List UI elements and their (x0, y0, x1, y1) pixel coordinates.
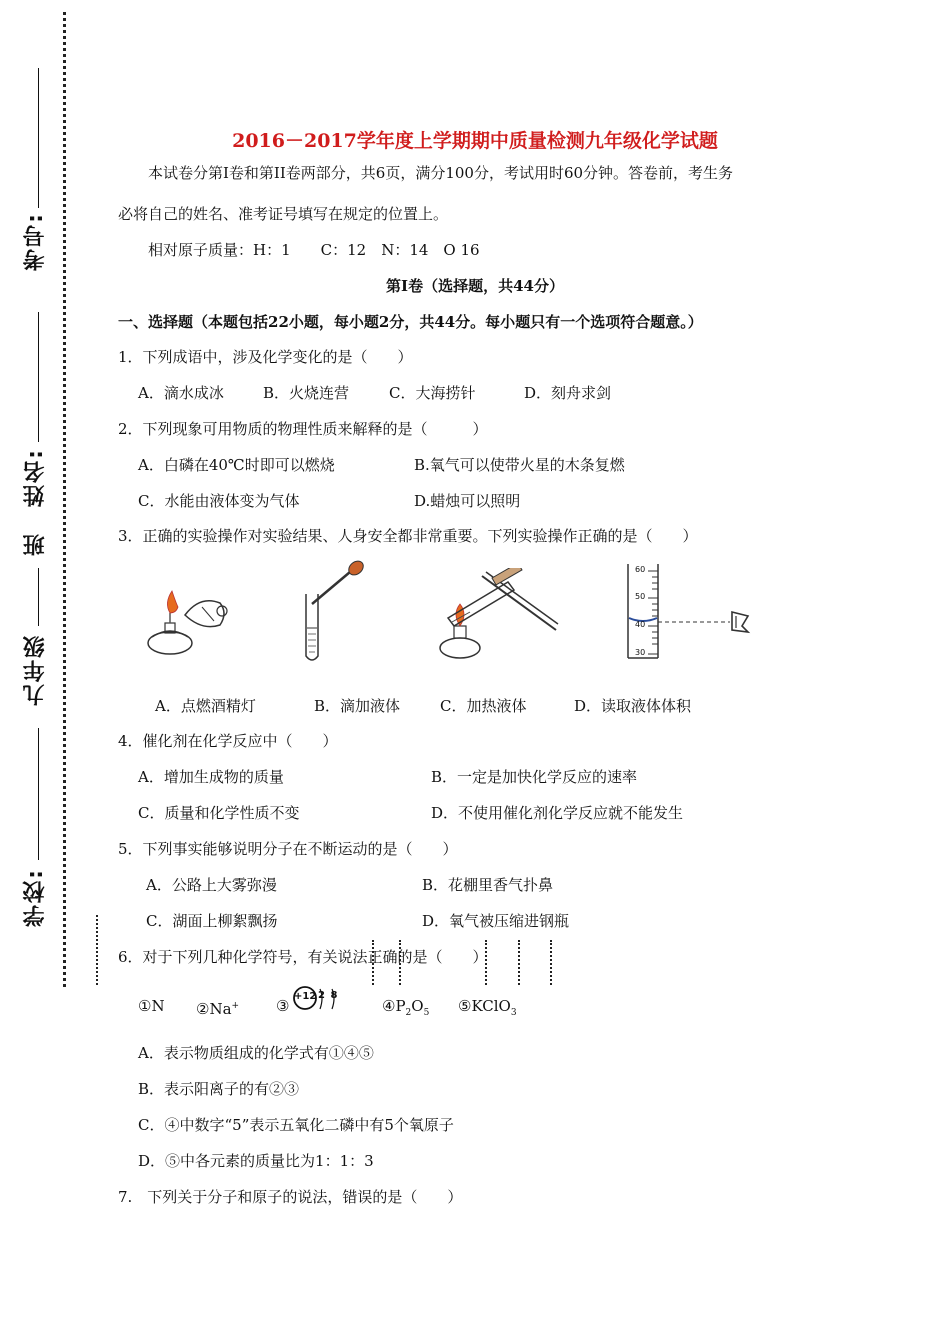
q6-symbol-1: ①N (138, 997, 165, 1015)
q3-option-c[interactable]: C．加热液体 (440, 697, 527, 715)
q6-symbol-4-sub2: 5 (423, 1008, 430, 1018)
binding-dotted-fragment (518, 940, 520, 985)
q5-option-c[interactable]: C．湖面上柳絮飘扬 (146, 912, 278, 930)
school-label: 学校: (23, 868, 48, 927)
q6-symbol-4-o: O (411, 997, 424, 1015)
q2-option-c[interactable]: C．水能由液体变为气体 (138, 492, 300, 510)
q1-stem: 1．下列成语中，涉及化学变化的是（ ） (118, 348, 413, 366)
q6-option-c[interactable]: C．④中数字“5”表示五氧化二磷中有5个氧原子 (138, 1116, 454, 1134)
q3-stem: 3．正确的实验操作对实验结果、人身安全都非常重要。下列实验操作正确的是（ ） (118, 527, 698, 545)
q4-option-c[interactable]: C．质量和化学性质不变 (138, 804, 300, 822)
name-label: 姓名: (23, 448, 48, 507)
intro-line-1: 本试卷分第Ⅰ卷和第II卷两部分，共6页，满分100分，考试用时60分钟。答卷前，考生务 (148, 164, 734, 182)
dropper-test-tube-image (292, 560, 372, 664)
cylinder-tick-60: 60 (635, 565, 646, 574)
q1-option-b[interactable]: B．火烧连营 (263, 384, 350, 402)
q6-option-d[interactable]: D．⑤中各元素的质量比为1：1：3 (138, 1152, 374, 1170)
q4-option-a[interactable]: A．增加生成物的质量 (138, 768, 284, 786)
q1-option-c[interactable]: C．大海捞针 (389, 384, 476, 402)
exam-no-label: 考号: (23, 212, 48, 271)
q5-option-b[interactable]: B．花棚里香气扑鼻 (422, 876, 554, 894)
school-blank[interactable] (38, 728, 39, 860)
graduated-cylinder-image (618, 560, 758, 662)
q1-option-d[interactable]: D．刻舟求剑 (524, 384, 612, 402)
q6-symbol-3-label: ③ (276, 997, 290, 1015)
grade-label: 九年级 (23, 634, 48, 706)
q3-option-a[interactable]: A．点燃酒精灯 (155, 697, 256, 715)
q6-symbol-4-p: ④P (382, 997, 406, 1015)
q6-symbol-5-main: ⑤KClO (458, 997, 511, 1015)
q6-symbol-4-sub1: 2 (405, 1008, 412, 1018)
q3-option-b[interactable]: B．滴加液体 (314, 697, 401, 715)
q4-stem: 4．催化剂在化学反应中（ ） (118, 732, 338, 750)
ion-nucleus-charge: +12 (294, 991, 317, 1002)
q5-option-d[interactable]: D．氧气被压缩进钢瓶 (422, 912, 570, 930)
q6-symbol-2-charge: + (231, 1001, 240, 1011)
ion-shell-electrons: 2 8 (318, 990, 339, 1001)
binding-dotted-fragment (96, 915, 98, 985)
section-header: 第Ⅰ卷（选择题，共44分） (386, 277, 564, 295)
q6-symbol-2-main: ②Na (196, 1000, 232, 1018)
intro-line-2: 必将自己的姓名、准考证号填写在规定的位置上。 (118, 205, 449, 223)
class-blank[interactable] (38, 568, 39, 626)
q2-stem: 2．下列现象可用物质的物理性质来解释的是（ ） (118, 420, 488, 438)
q6-symbol-4 (382, 996, 429, 1023)
q6-symbol-2 (196, 996, 239, 1019)
q6-stem: 6．对于下列几种化学符号，有关说法正确的是（ ） (118, 948, 488, 966)
q6-symbol-5 (458, 996, 517, 1023)
q3-option-d[interactable]: D．读取液体体积 (574, 697, 692, 715)
q4-option-b[interactable]: B．一定是加快化学反应的速率 (431, 768, 638, 786)
cylinder-tick-30: 30 (635, 648, 646, 657)
q4-option-d[interactable]: D．不使用催化剂化学反应就不能发生 (431, 804, 684, 822)
q2-option-a[interactable]: A．白磷在40℃时即可以燃烧 (138, 456, 335, 474)
alcohol-lamp-lighting-image (140, 585, 240, 663)
name-blank[interactable] (38, 312, 39, 442)
binding-dotted-fragment (550, 940, 552, 985)
q2-option-d[interactable]: D.蜡烛可以照明 (414, 492, 521, 510)
page-title: 2016－2017学年度上学期期中质量检测九年级化学试题 (232, 130, 718, 152)
q6-option-a[interactable]: A．表示物质组成的化学式有①④⑤ (138, 1044, 374, 1062)
q6-option-b[interactable]: B．表示阳离子的有②③ (138, 1080, 300, 1098)
binding-dotted-line (63, 12, 66, 987)
q2-option-b[interactable]: B.氧气可以使带火星的木条复燃 (414, 456, 625, 474)
q7-stem: 7. 下列关于分子和原子的说法，错误的是（ ） (118, 1188, 463, 1206)
cylinder-tick-50: 50 (635, 592, 646, 601)
part-heading: 一、选择题（本题包括22小题，每小题2分，共44分。每小题只有一个选项符合题意。） (118, 313, 703, 331)
atomic-mass: 相对原子质量：H：1 C：12 N：14 O 16 (148, 241, 480, 259)
cylinder-tick-40: 40 (635, 620, 646, 629)
q5-stem: 5．下列事实能够说明分子在不断运动的是（ ） (118, 840, 458, 858)
heating-liquid-image (430, 568, 560, 664)
q1-option-a[interactable]: A．滴水成冰 (138, 384, 224, 402)
class-label: 班 (23, 532, 48, 556)
q5-option-a[interactable]: A．公路上大雾弥漫 (146, 876, 277, 894)
q6-symbol-5-sub: 3 (510, 1008, 517, 1018)
